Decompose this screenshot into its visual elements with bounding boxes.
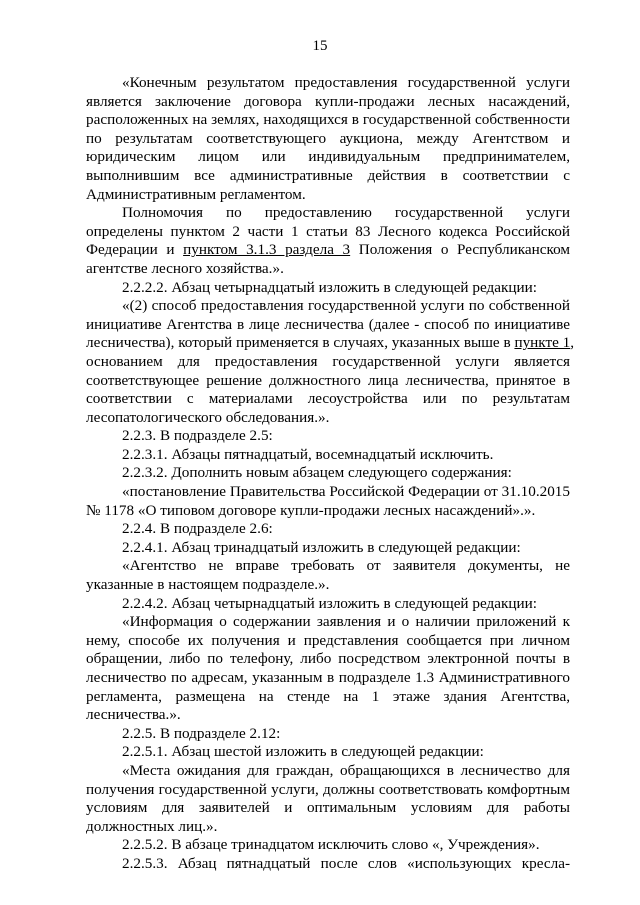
text-line: 2.2.4.1. Абзац тринадцатый изложить в следующей редакции:	[122, 538, 521, 556]
text-line: соответствии с материалами лесоустройства или по результатам	[86, 390, 570, 408]
text-line: по результатам соответствующего аукциона, между Агентством и	[86, 129, 570, 147]
text-line: лесничества.».	[86, 706, 181, 724]
text-line: 2.2.4. В подразделе 2.6:	[122, 520, 273, 538]
text-line: агентстве лесного хозяйства.».	[86, 259, 284, 277]
text-line: 2.2.3.1. Абзацы пятнадцатый, восемнадцатый исключить.	[122, 445, 494, 463]
text-line: «(2) способ предоставления государственной услуги по собственной	[122, 297, 570, 315]
text-line: юридическим лицом или индивидуальным предпринимателем,	[86, 148, 570, 166]
document-body	[86, 74, 575, 874]
text-line: получения государственной услуги, должны соответствовать комфортным	[86, 780, 570, 798]
text-line: 2.2.4.2. Абзац четырнадцатый изложить в следующей редакции:	[122, 594, 537, 612]
text-line: лесничества), который применяется в случаях, указанных выше в пункте 1,	[86, 334, 575, 352]
text-line: нему, способе их получения и представления сообщается при личном	[86, 631, 570, 649]
text-line: лесопатологического обследования.».	[86, 408, 330, 426]
text-line: «Агентство не вправе требовать от заявителя документы, не	[122, 557, 570, 575]
text-line: соответствующее решение должностного лица лесничества, принятое в	[86, 371, 570, 389]
text-line: 2.2.3.2. Дополнить новым абзацем следующего содержания:	[122, 464, 512, 482]
text-line: основанием для предоставления государственной услуги является	[86, 352, 570, 370]
page-number: 15	[312, 38, 328, 54]
text-line: «Конечным результатом предоставления государственной услуги	[122, 74, 570, 91]
text-line: условиям для заявителей и оптимальным условиям для работы	[86, 799, 570, 817]
text-line: 2.2.5.2. В абзаце тринадцатом исключить слово «, Учреждения».	[122, 836, 540, 854]
text-line: 2.2.2.2. Абзац четырнадцатый изложить в следующей редакции:	[122, 278, 537, 296]
text-line: № 1178 «О типовом договоре купли-продажи лесных насаждений».».	[86, 501, 536, 519]
text-line: «постановление Правительства Российской Федерации от 31.10.2015	[122, 483, 570, 501]
text-line: выполнившим все административные действия в соответствии с	[86, 166, 570, 184]
text-line: 2.2.5. В подразделе 2.12:	[122, 724, 281, 742]
text-line: расположенных на землях, находящихся в государственной собственности	[86, 111, 570, 129]
text-line: 2.2.5.3. Абзац пятнадцатый после слов «использующих кресла-	[122, 854, 570, 872]
text-line: регламента, размещена на стенде на 1 этаже здания Агентства,	[86, 687, 570, 705]
text-line: обращении, либо по телефону, либо посредством электронной почты в	[86, 650, 570, 668]
text-line: инициативе Агентства в лице лесничества (далее - способ по инициативе	[86, 315, 570, 333]
text-line: Административным регламентом.	[86, 185, 306, 203]
text-line: Полномочия по предоставлению государственной услуги	[122, 204, 570, 222]
text-line: должностных лиц.».	[86, 817, 218, 835]
text-line: указанные в настоящем подразделе.».	[86, 576, 330, 594]
text-line: 2.2.3. В подразделе 2.5:	[122, 427, 273, 445]
text-line: «Места ожидания для граждан, обращающихся в лесничество для	[122, 761, 570, 779]
text-line: «Информация о содержании заявления и о наличии приложений к	[122, 613, 570, 631]
text-line: 2.2.5.1. Абзац шестой изложить в следующей редакции:	[122, 743, 484, 761]
text-line: определены пунктом 2 части 1 статьи 83 Лесного кодекса Российской	[86, 222, 570, 240]
text-line: лесничество по адресам, указанным в подразделе 1.3 Административного	[86, 669, 570, 686]
text-line: Федерации и пунктом 3.1.3 раздела 3 Положения о Республиканском	[86, 241, 570, 259]
text-line: является заключение договора купли-продажи лесных насаждений,	[86, 92, 570, 110]
